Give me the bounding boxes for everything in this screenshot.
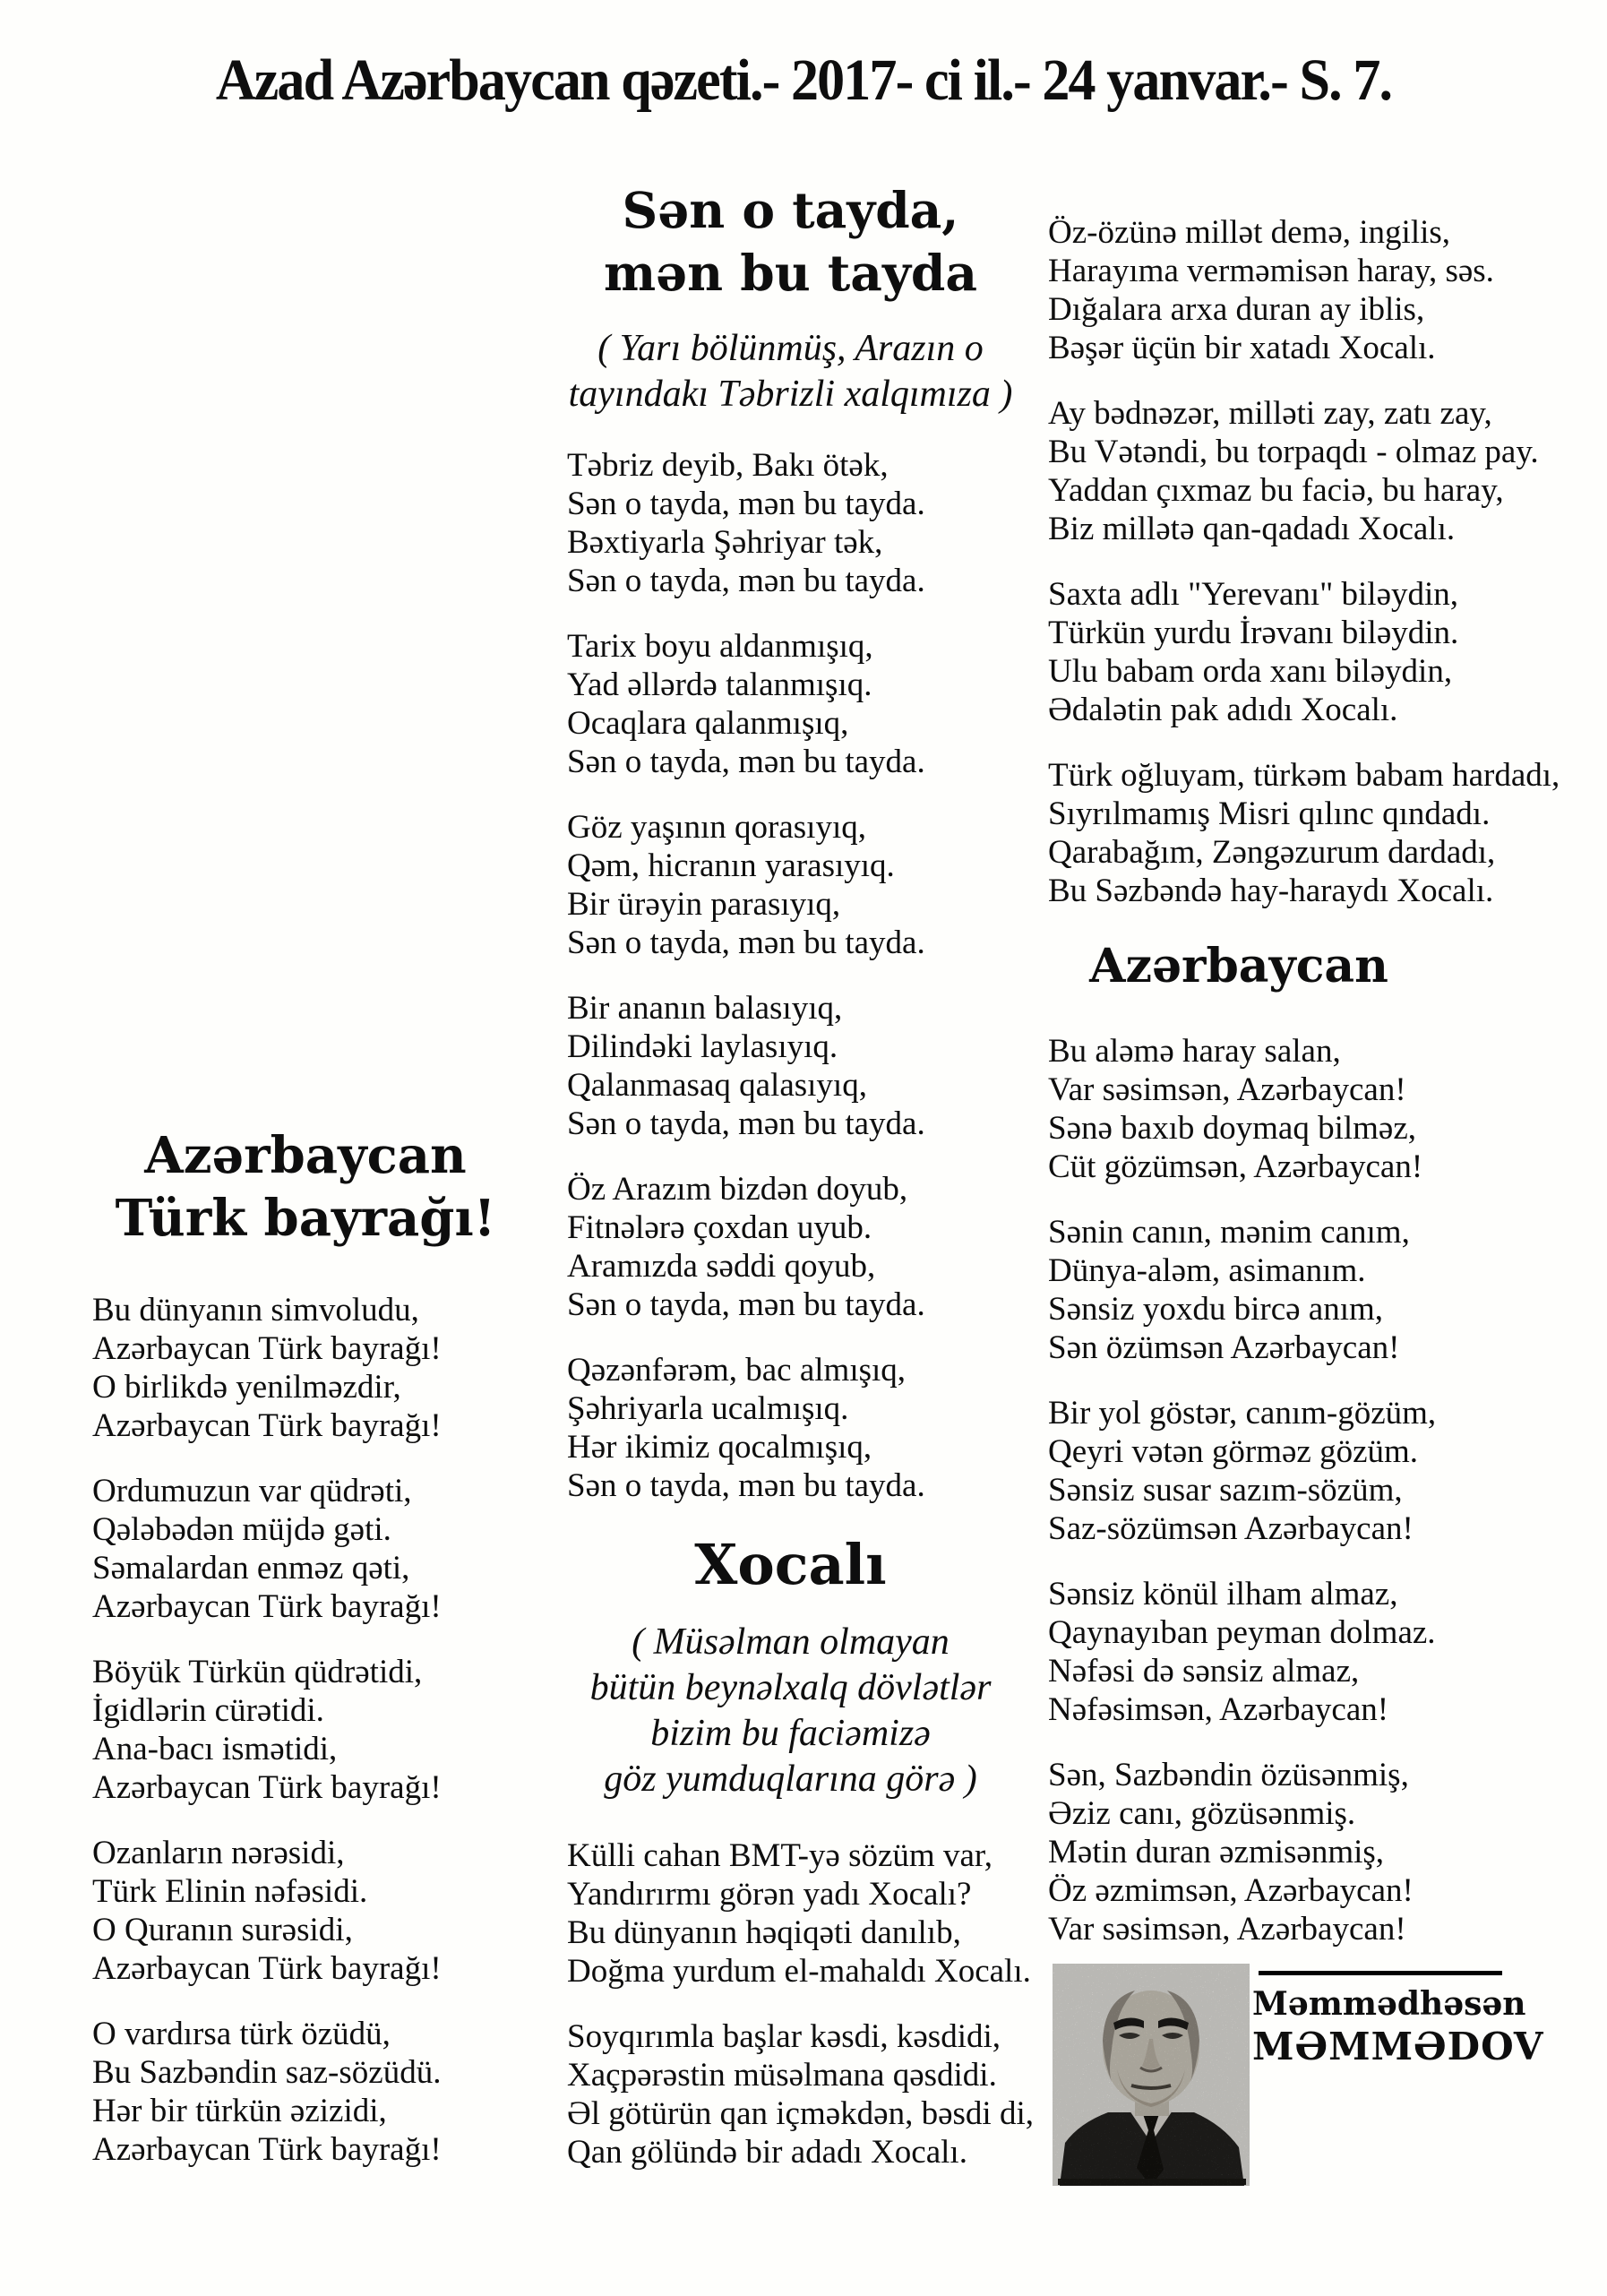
poem-xocali-continuation-stanzas — [1046, 213, 1584, 910]
poem-line: Azərbaycan Türk bayrağı! — [92, 1769, 442, 1806]
poem-line: O vardırsa türk özüdü, — [92, 2016, 391, 2052]
poem-line: O birlikdə yenilməzdir, — [92, 1369, 401, 1406]
poem-line: Sən o tayda, mən bu tayda. — [567, 1467, 925, 1504]
poem-line: Azərbaycan Türk bayrağı! — [92, 1588, 442, 1625]
poem-line: Sənin canın, mənim canım, — [1048, 1214, 1410, 1251]
stanza — [567, 1351, 1030, 1505]
poem-line: Sən o tayda, mən bu tayda. — [567, 563, 925, 599]
poem-line: Harayıma verməmisən haray, səs. — [1048, 253, 1494, 289]
poem-line: Ədalətin pak adıdı Xocalı. — [1048, 692, 1398, 728]
poem-line: Bu dünyanın həqiqəti danılıb, — [567, 1914, 961, 1951]
author-portrait-image — [1053, 1964, 1250, 2186]
poem-line: Saxta adlı "Yerevanı" biləydin, — [1048, 576, 1459, 613]
poem-line: Öz Arazım bizdən doyub, — [567, 1171, 908, 1208]
poem-line: Səmalardan enməz qəti, — [92, 1550, 410, 1587]
poem-line: Sən, Sazbəndin özüsənmiş, — [1048, 1757, 1409, 1793]
poem-dedication-sen-o-tayda — [551, 326, 1030, 417]
stanza — [1048, 756, 1584, 910]
poem-line: Sən o tayda, mən bu tayda. — [567, 924, 925, 961]
poem-line: Qalanmasaq qalasıyıq, — [567, 1067, 867, 1104]
poem-line: Fitnələrə çoxdan uyub. — [567, 1209, 872, 1246]
poem-line: Hər ikimiz qocalmışıq, — [567, 1429, 872, 1466]
poem-line: Bir yol göstər, canım-gözüm, — [1048, 1395, 1437, 1432]
page-header: Azad Azərbaycan qəzeti.- 2017- ci il.- 24 yanvar.- S. 7. — [215, 47, 1392, 113]
stanza — [1048, 213, 1584, 367]
poem-line: Bu Sazbəndin saz-sözüdü. — [92, 2054, 442, 2091]
stanza — [1048, 1756, 1584, 1948]
poem-line: Saz-sözümsən Azərbaycan! — [1048, 1510, 1414, 1547]
stanza — [92, 1291, 535, 1445]
poem-line: Sıyrılmamış Misri qılınc qındadı. — [1048, 795, 1491, 832]
poem-line: Nəfəsimsən, Azərbaycan! — [1048, 1691, 1389, 1728]
poem-title-line: mən bu tayda — [603, 244, 977, 302]
poem-line: Var səsimsən, Azərbaycan! — [1048, 1071, 1406, 1108]
poem-line: O Quranın surəsidi, — [92, 1912, 353, 1948]
poem-line: Sənə baxıb doymaq bilməz, — [1048, 1110, 1417, 1147]
poem-line: Azərbaycan Türk bayrağı! — [92, 1950, 442, 1987]
left-column — [76, 1124, 535, 2196]
poem-line: Qəm, hicranın yarasıyıq. — [567, 847, 895, 884]
poem-line: Azərbaycan Türk bayrağı! — [92, 2131, 442, 2168]
stanza — [567, 627, 1030, 781]
stanza — [1048, 575, 1584, 729]
poem-line: Ulu babam orda xanı biləydin, — [1048, 653, 1453, 690]
dedication-line: bütün beynəlxalq dövlətlər — [589, 1667, 992, 1708]
poem-line: Bu Səzbəndə hay-haraydı Xocalı. — [1048, 873, 1494, 909]
poem-line: Sən o tayda, mən bu tayda. — [567, 486, 925, 522]
stanza — [1048, 1213, 1584, 1367]
dedication-line: tayındakı Təbrizli xalqımıza ) — [568, 374, 1013, 415]
poem-line: Türkün yurdu İrəvanı biləydin. — [1048, 615, 1459, 651]
poem-line: Bir ürəyin parasıyıq, — [567, 886, 841, 923]
stanza — [567, 808, 1030, 962]
poem-line: İgidlərin cürətidi. — [92, 1692, 324, 1729]
stanza — [92, 1472, 535, 1626]
poem-line: Əl götürün qan içməkdən, bəsdi di, — [567, 2095, 1034, 2132]
dedication-line: ( Yarı bölünmüş, Arazın o — [597, 328, 984, 369]
poem-line: Nəfəsi də sənsiz almaz, — [1048, 1653, 1360, 1690]
dedication-line: bizim bu faciəmizə — [650, 1713, 931, 1754]
poem-line: Xaçpərəstin müsəlmana qəsdidi. — [567, 2057, 997, 2094]
author-surname: MƏMMƏDOV — [1252, 2025, 1544, 2068]
poem-line: Öz-özünə millət demə, ingilis, — [1048, 214, 1451, 251]
poem-line: Böyük Türkün qüdrətidi, — [92, 1654, 423, 1690]
poem-line: Sən o tayda, mən bu tayda. — [567, 1286, 925, 1323]
poem-line: Aramızda səddi qoyub, — [567, 1248, 876, 1285]
poem-line: Qeyri vətən görməz gözüm. — [1048, 1433, 1419, 1470]
poem-line: Soyqırımla başlar kəsdi, kəsdidi, — [567, 2018, 1001, 2055]
stanza — [567, 1170, 1030, 1324]
poem-line: Sənsiz yoxdu bircə anım, — [1048, 1291, 1384, 1328]
poem-line: Ordumuzun var qüdrəti, — [92, 1473, 412, 1509]
poem-line: Bir ananın balasıyıq, — [567, 990, 843, 1027]
author-photo — [1053, 1964, 1250, 2186]
poem-line: Şəhriyarla ucalmışıq. — [567, 1390, 849, 1427]
poem-line: Sən o tayda, mən bu tayda. — [567, 744, 925, 780]
stanza — [92, 1834, 535, 1988]
poem-line: Var səsimsən, Azərbaycan! — [1048, 1911, 1406, 1948]
poem-title-sen-o-tayda — [551, 179, 1030, 305]
poem-title-turk-bayragi — [76, 1124, 535, 1250]
poem-line: Qəzənfərəm, bac almışıq, — [567, 1352, 907, 1389]
dedication-line: göz yumduqlarına görə ) — [604, 1759, 977, 1800]
right-column — [1046, 213, 1584, 1975]
stanza — [1048, 1394, 1584, 1548]
poem-line: Sən özümsən Azərbaycan! — [1048, 1329, 1400, 1366]
stanza — [1048, 1032, 1584, 1186]
poem-line: Öz əzmimsən, Azərbaycan! — [1048, 1872, 1414, 1909]
poem-title-line: Azərbaycan — [144, 1126, 467, 1185]
poem-line: Ocaqlara qalanmışıq, — [567, 705, 849, 742]
middle-column — [551, 179, 1034, 2198]
poem-line: Bu Vətəndi, bu torpaqdı - olmaz pay. — [1048, 434, 1539, 470]
poem-line: Yaddan çıxmaz bu faciə, bu haray, — [1048, 472, 1504, 509]
poem-line: Bəşər üçün bir xatadı Xocalı. — [1048, 330, 1436, 366]
poem-line: Göz yaşının qorasıyıq, — [567, 809, 866, 846]
poem-sen-o-tayda-stanzas — [551, 446, 1030, 1505]
poem-line: Bu dünyanın simvoludu, — [92, 1292, 419, 1329]
poem-line: Bu aləmə haray salan, — [1048, 1033, 1341, 1070]
poem-line: Qarabağım, Zəngəzurum dardadı, — [1048, 834, 1496, 871]
stanza — [567, 446, 1030, 600]
poem-dedication-xocali — [551, 1620, 1030, 1802]
poem-line: Qələbədən müjdə gəti. — [92, 1511, 391, 1548]
poem-line: Külli cahan BMT-yə sözüm var, — [567, 1837, 993, 1874]
poem-line: Sənsiz könül ilham almaz, — [1048, 1576, 1398, 1612]
poem-line: Mətin duran əzmisənmiş, — [1048, 1834, 1385, 1870]
poem-line: Sənsiz susar sazım-sözüm, — [1048, 1472, 1403, 1509]
poem-title-line: Sən o tayda, — [622, 181, 959, 239]
poem-line: Ana-bacı ismətidi, — [92, 1731, 338, 1767]
poem-turk-bayragi-stanzas — [76, 1291, 535, 2169]
poem-line: Bəxtiyarla Şəhriyar tək, — [567, 524, 883, 561]
stanza — [1048, 394, 1584, 548]
stanza — [567, 989, 1030, 1143]
poem-line: Dığalara arxa duran ay iblis, — [1048, 291, 1425, 328]
poem-line: Sən o tayda, mən bu tayda. — [567, 1105, 925, 1142]
poem-line: Dilindəki laylasıyıq. — [567, 1028, 838, 1065]
poem-xocali-stanzas — [551, 1836, 1034, 2171]
byline-rule — [1259, 1971, 1502, 1975]
poem-title-line: Türk bayrağı! — [115, 1189, 496, 1248]
photo-grain — [1053, 1964, 1250, 2186]
poem-line: Tarix boyu aldanmışıq, — [567, 628, 873, 665]
stanza — [567, 1836, 1030, 1991]
poem-line: Təbriz deyib, Bakı ötək, — [567, 447, 889, 484]
poem-line: Qan gölündə bir adadı Xocalı. — [567, 2134, 967, 2171]
poem-title-azerbaycan: Azərbaycan — [1089, 939, 1388, 993]
poem-line: Yandırırmı görən yadı Xocalı? — [567, 1876, 972, 1913]
poem-line: Cüt gözümsən, Azərbaycan! — [1048, 1148, 1423, 1185]
stanza — [1048, 1575, 1584, 1729]
poem-line: Qaynayıban peyman dolmaz. — [1048, 1614, 1436, 1651]
poem-line: Türk Elinin nəfəsidi. — [92, 1873, 368, 1910]
poem-line: Əziz canı, gözüsənmiş. — [1048, 1795, 1356, 1832]
poem-line: Ay bədnəzər, milləti zay, zatı zay, — [1048, 395, 1492, 432]
stanza — [567, 2017, 1034, 2171]
poem-line: Azərbaycan Türk bayrağı! — [92, 1330, 442, 1367]
dedication-line: ( Müsəlman olmayan — [632, 1621, 950, 1663]
stanza — [92, 2015, 535, 2169]
poem-line: Azərbaycan Türk bayrağı! — [92, 1407, 442, 1444]
poem-line: Dünya-aləm, asimanım. — [1048, 1252, 1366, 1289]
stanza — [92, 1653, 535, 1807]
poem-line: Biz millətə qan-qadadı Xocalı. — [1048, 511, 1456, 547]
poem-title-xocali: Xocalı — [694, 1532, 887, 1597]
author-given-name: Məmmədhəsən — [1252, 1985, 1526, 2023]
poem-line: Doğma yurdum el-mahaldı Xocalı. — [567, 1953, 1031, 1990]
poem-line: Hər bir türkün əzizidi, — [92, 2093, 387, 2129]
poem-line: Türk oğluyam, türkəm babam hardadı, — [1048, 757, 1560, 794]
poem-line: Yad əllərdə talanmışıq. — [567, 666, 872, 703]
author-byline — [1252, 1971, 1544, 2070]
poem-line: Ozanların nərəsidi, — [92, 1835, 345, 1871]
poem-azerbaycan-stanzas — [1046, 1032, 1584, 1948]
